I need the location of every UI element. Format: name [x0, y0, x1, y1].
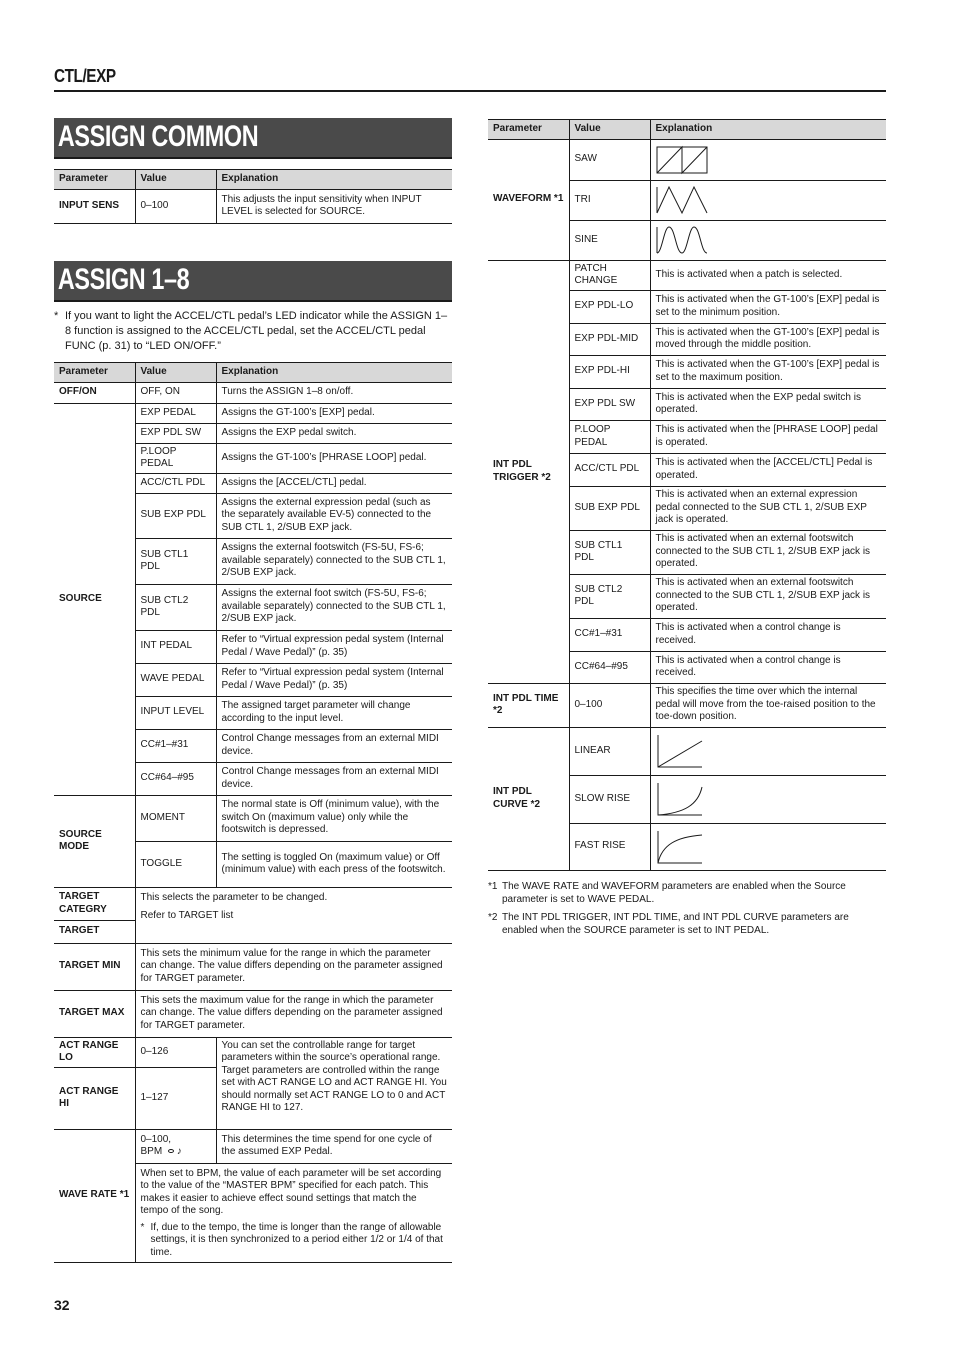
value-cell: SUB EXP PDL [569, 486, 650, 530]
assign-common-banner [54, 118, 452, 159]
footnote-text: The WAVE RATE and WAVEFORM parameters are enabled when the Source parameter is set to WAVE PEDAL. [502, 881, 846, 905]
table-row [54, 382, 452, 403]
header-explanation: Explanation [216, 363, 452, 383]
section-header [54, 66, 886, 92]
header-value: Value [135, 363, 216, 383]
explanation-cell: Turns the ASSIGN 1–8 on/off. [216, 382, 452, 403]
value-cell: SUB CTL1 PDL [569, 530, 650, 574]
explanation-cell: Control Change messages from an external MIDI device. [216, 762, 452, 795]
value-cell: EXP PDL SW [135, 423, 216, 443]
whole-note-icon [168, 1149, 174, 1153]
curve-cell [650, 727, 886, 775]
curve-cell [650, 775, 886, 823]
explanation-cell: You can set the controllable range for target parameters within the source’s operational range. Target parameters are controlled within the range set with ACT RANGE LO and ACT RANGE HI. You should normally set ACT RANGE LO to 0 and ACT RANGE HI to 127. [216, 1037, 452, 1129]
explanation-cell: Assigns the external footswitch (FS-5U, FS-6; available separately) connected to the SUB CTL 1, 2/SUB EXP jack. [216, 538, 452, 584]
table-row [54, 1037, 452, 1067]
param-cell: TARGET [54, 920, 135, 943]
explanation-cell: This sets the maximum value for the range in which the parameter can change. The value differs depending on the parameter assigned for TARGET parameter. [135, 990, 452, 1037]
value-cell: INPUT LEVEL [135, 696, 216, 729]
value-cell: ACC/CTL PDL [569, 453, 650, 486]
waveform-cell [650, 220, 886, 260]
bpm-note-text: If, due to the tempo, the time is longer than the range of allowable settings, it is then synchronized to a period either 1/2 or 1/4 of that time. [150, 1221, 443, 1258]
footnote-2 [488, 911, 886, 937]
explanation-cell: The setting is toggled On (maximum value) or Off (minimum value) with each press of the footswitch. [216, 841, 452, 887]
waveform-cell [650, 139, 886, 180]
value-cell: FAST RISE [569, 823, 650, 870]
explanation-cell: This is activated when a patch is selected. [650, 260, 886, 290]
bpm-note [141, 1222, 448, 1260]
value-cell: SINE [569, 220, 650, 260]
target-category-explanation: This selects the parameter to be changed. [140, 891, 328, 903]
explanation-cell: This is activated when the GT-100’s [EXP] pedal is set to the minimum position. [650, 290, 886, 323]
param-cell: INT PDL CURVE *2 [488, 727, 569, 870]
assign18-banner [54, 261, 452, 302]
table-row [488, 260, 886, 290]
param-cell: TARGET MIN [54, 943, 135, 990]
triangle-wave-icon [656, 185, 708, 215]
table-row [54, 189, 452, 223]
value-cell: CC#1–#31 [135, 729, 216, 762]
explanation-cell [135, 1163, 452, 1262]
explanation-cell: Assigns the external expression pedal (such as the separately available EV-5) connected to the SUB CTL 1, 2/SUB EXP jack. [216, 493, 452, 538]
explanation-cell: Control Change messages from an external MIDI device. [216, 729, 452, 762]
value-cell: CC#64–#95 [569, 651, 650, 683]
explanation-cell: Assigns the external foot switch (FS-5U, FS-6; available separately) connected to the SUB CTL 1, 2/SUB EXP jack. [216, 584, 452, 630]
explanation-cell: Assigns the GT-100’s [EXP] pedal. [216, 403, 452, 423]
explanation-cell: This is activated when the GT-100’s [EXP] pedal is moved through the middle position. [650, 323, 886, 355]
value-cell: EXP PDL-MID [569, 323, 650, 355]
table-row [54, 795, 452, 841]
waveform-cell [650, 180, 886, 220]
explanation-cell: This determines the time spend for one cycle of the assumed EXP Pedal. [216, 1129, 452, 1163]
value-cell [135, 1129, 216, 1163]
explanation-cell: This is activated when a control change is received. [650, 618, 886, 651]
param-cell: SOURCE MODE [54, 795, 135, 887]
sine-wave-icon [656, 225, 708, 255]
footnote-mark: *2 [488, 912, 498, 923]
explanation-cell: Assigns the [ACCEL/CTL] pedal. [216, 473, 452, 493]
explanation-cell: Refer to “Virtual expression pedal system (Internal Pedal / Wave Pedal)” (p. 35) [216, 630, 452, 663]
assign18-title: ASSIGN 1–8 [57, 263, 190, 296]
value-cell: SUB EXP PDL [135, 493, 216, 538]
explanation-cell: Refer to “Virtual expression pedal system (Internal Pedal / Wave Pedal)” (p. 35) [216, 663, 452, 696]
explanation-cell: This is activated when the EXP pedal switch is operated. [650, 388, 886, 420]
explanation-cell: Assigns the GT-100’s [PHRASE LOOP] pedal. [216, 443, 452, 473]
header-value: Value [569, 120, 650, 140]
explanation-cell: This is activated when an external expression pedal connected to the SUB CTL 1, 2/SUB EXP jack is operated. [650, 486, 886, 530]
page-number: 32 [54, 1297, 70, 1313]
header-parameter: Parameter [54, 363, 135, 383]
header-parameter: Parameter [488, 120, 569, 140]
eighth-note-icon: ♪ [176, 1146, 182, 1157]
value-cell: SLOW RISE [569, 775, 650, 823]
header-explanation: Explanation [216, 170, 452, 190]
param-cell: TARGET MAX [54, 990, 135, 1037]
value-cell: 0–100 [569, 683, 650, 727]
value-cell: WAVE PEDAL [135, 663, 216, 696]
value-cell: LINEAR [569, 727, 650, 775]
table-row [54, 1129, 452, 1163]
value-cell: 0–126 [135, 1037, 216, 1067]
assign-common-table [54, 169, 452, 224]
bpm-explanation: When set to BPM, the value of each parameter will be set according to the value of the “MASTER BPM” specified for each patch. This makes it easier to achieve effect sound settings that match the tempo of the song. [140, 1167, 442, 1216]
slow-rise-curve-icon [656, 781, 704, 817]
linear-curve-icon [656, 733, 704, 769]
value-cell: PATCH CHANGE [569, 260, 650, 290]
param-cell: INPUT SENS [54, 189, 135, 223]
param-cell: INT PDL TIME *2 [488, 683, 569, 727]
value-cell: SAW [569, 139, 650, 180]
header-value: Value [135, 170, 216, 190]
value-cell: SUB CTL2 PDL [135, 584, 216, 630]
header-parameter: Parameter [54, 170, 135, 190]
param-cell: INT PDL TRIGGER *2 [488, 260, 569, 683]
explanation-cell: The assigned target parameter will change according to the input level. [216, 696, 452, 729]
explanation-cell: This is activated when the [ACCEL/CTL] Pedal is operated. [650, 453, 886, 486]
value-cell: INT PEDAL [135, 630, 216, 663]
table-row [54, 887, 452, 920]
table-row [488, 727, 886, 775]
value-cell: EXP PDL-LO [569, 290, 650, 323]
target-explanation: Refer to TARGET list [140, 910, 234, 921]
value-cell: OFF, ON [135, 382, 216, 403]
value-cell: EXP PDL SW [569, 388, 650, 420]
value-cell: EXP PEDAL [135, 403, 216, 423]
value-cell: ACC/CTL PDL [135, 473, 216, 493]
assign-common-title: ASSIGN COMMON [57, 120, 259, 153]
explanation-cell: This is activated when an external footswitch connected to the SUB CTL 1, 2/SUB EXP jack is operated. [650, 574, 886, 618]
param-cell: TARGET CATEGRY [54, 887, 135, 920]
header-explanation: Explanation [650, 120, 886, 140]
explanation-cell: This sets the minimum value for the range in which the parameter can change. The value differs depending on the parameter assigned for TARGET parameter. [135, 943, 452, 990]
param-cell: WAVEFORM *1 [488, 139, 569, 260]
table-row [488, 683, 886, 727]
assign18-note [54, 309, 452, 354]
value-cell: SUB CTL1 PDL [135, 538, 216, 584]
param-cell: ACT RANGE LO [54, 1037, 135, 1067]
explanation-cell: This is activated when a control change is received. [650, 651, 886, 683]
value-cell: EXP PDL-HI [569, 355, 650, 388]
saw-wave-icon [656, 145, 708, 175]
bpm-note-asterisk: * [140, 1221, 145, 1233]
fast-rise-curve-icon [656, 829, 704, 865]
curve-cell [650, 823, 886, 870]
explanation-cell: The normal state is Off (minimum value), with the switch On (maximum value) only while the footswitch is depressed. [216, 795, 452, 841]
table-row [54, 403, 452, 423]
param-cell: OFF/ON [54, 382, 135, 403]
value-cell: P.LOOP PEDAL [135, 443, 216, 473]
table-row [488, 139, 886, 180]
explanation-cell: This is activated when the [PHRASE LOOP] pedal is operated. [650, 420, 886, 453]
assign18-table [54, 362, 452, 1263]
explanation-cell: Assigns the EXP pedal switch. [216, 423, 452, 443]
explanation-cell: This adjusts the input sensitivity when INPUT LEVEL is selected for SOURCE. [216, 189, 452, 223]
value-cell: CC#64–#95 [135, 762, 216, 795]
footnote-1 [488, 880, 886, 906]
explanation-cell: This is activated when the GT-100’s [EXP] pedal is set to the maximum position. [650, 355, 886, 388]
note-asterisk: * [54, 310, 59, 322]
value-cell: P.LOOP PEDAL [569, 420, 650, 453]
wave-rate-value-range: 0–100, [140, 1133, 172, 1145]
explanation-cell: This specifies the time over which the internal pedal will move from the toe-raised position to the toe-down position. [650, 683, 886, 727]
note-text: If you want to light the ACCEL/CTL pedal’s LED indicator while the ASSIGN 1–8 function is assigned to the ACCEL/CTL pedal, set the ACCEL/CTL pedal FUNC (p. 31) to “LED ON/OFF.” [65, 310, 448, 352]
param-cell: WAVE RATE *1 [54, 1129, 135, 1262]
footnote-mark: *1 [488, 881, 498, 892]
param-cell: ACT RANGE HI [54, 1067, 135, 1129]
explanation-cell: This is activated when an external footswitch connected to the SUB CTL 1, 2/SUB EXP jack is operated. [650, 530, 886, 574]
param-cell: SOURCE [54, 403, 135, 795]
value-cell: MOMENT [135, 795, 216, 841]
value-cell: TOGGLE [135, 841, 216, 887]
table-row [54, 990, 452, 1037]
value-cell: SUB CTL2 PDL [569, 574, 650, 618]
explanation-cell [135, 887, 452, 943]
table-row [54, 943, 452, 990]
wave-rate-value-bpm-line [141, 1146, 211, 1159]
section-title: CTL/EXP [54, 66, 116, 86]
value-cell: CC#1–#31 [569, 618, 650, 651]
value-cell: TRI [569, 180, 650, 220]
footnote-text: The INT PDL TRIGGER, INT PDL TIME, and INT PDL CURVE parameters are enabled when the SOURCE parameter is set to INT PEDAL. [502, 912, 849, 936]
right-parameter-table [488, 119, 886, 871]
value-cell: 1–127 [135, 1067, 216, 1129]
wave-rate-value-bpm: BPM [140, 1146, 163, 1157]
value-cell: 0–100 [135, 189, 216, 223]
